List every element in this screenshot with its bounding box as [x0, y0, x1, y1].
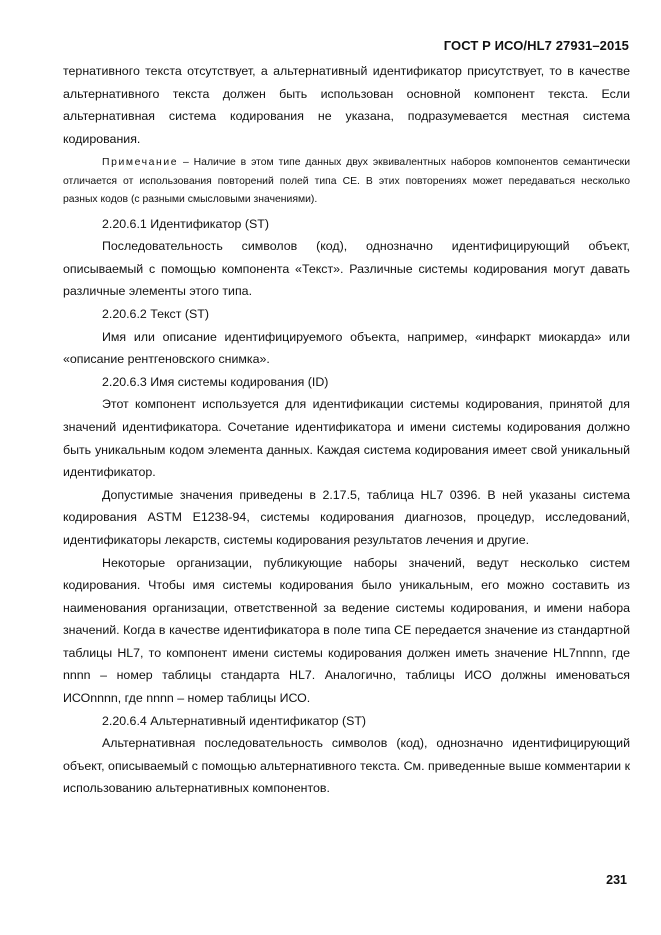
section-heading-2-20-6-1: 2.20.6.1 Идентификатор (ST)	[102, 216, 269, 231]
paragraph-coding-system-2: Допустимые значения приведены в 2.17.5, таблица HL7 0396. В ней указаны система кодирования ASTM E1238-94, системы кодирования диагнозов, процедур, исследований, идентификаторы лекарств, системы кодирования результатов лечения и другие.	[63, 487, 630, 547]
paragraph-continuation: тернативного текста отсутствует, а альтернативный идентификатор присутствует, то в качестве альтернативного текста должен быть использован основной компонент текста. Если альтернативная система кодирования не указана, подразумевается местная система кодирования.	[63, 64, 630, 146]
paragraph-identifier: Последовательность символов (код), однозначно идентифицирующий объект, описываемый с помощью компонента «Текст». Различные системы кодирования могут давать различные элементы этого типа.	[63, 239, 630, 299]
note	[63, 154, 630, 209]
section-heading-2-20-6-3: 2.20.6.3 Имя системы кодирования (ID)	[102, 374, 329, 389]
body-text	[63, 60, 630, 800]
paragraph-coding-system-3: Некоторые организации, публикующие наборы значений, ведут несколько систем кодирования. Чтобы имя системы кодирования было уникальным, его можно составить из наименования организации, ответственной за ведение системы кодирования, и имени набора значений. Когда в качестве идентификатора в поле типа CE передается значение из стандартной таблицы HL7, то компонент имени системы кодирования должен иметь значение HL7nnnn, где nnnn – номер таблицы стандарта HL7. Аналогично, таблицы ИСО должны именоваться ИСОnnnn, где nnnn – номер таблицы ИСО.	[63, 555, 630, 706]
paragraph-coding-system-1: Этот компонент используется для идентификации системы кодирования, принятой для значений идентификатора. Сочетание идентификатора и имени системы кодирования должно быть уникальным кодом элемента данных. Каждая система кодирования имеет свой уникальный идентификатор.	[63, 397, 630, 480]
section-heading-2-20-6-4: 2.20.6.4 Альтернативный идентификатор (ST)	[102, 713, 367, 728]
note-lead: Примечание	[102, 157, 179, 169]
running-header: ГОСТ Р ИСО/HL7 27931–2015	[443, 38, 629, 53]
note-text: – Наличие в этом типе данных двух эквивалентных наборов компонентов семантически отличается от использования повторений полей типа CE. В этих повторениях может передаваться несколько разных кодов (с разными смысловыми значениями).	[63, 157, 630, 206]
section-heading-2-20-6-2: 2.20.6.2 Текст (ST)	[102, 306, 209, 321]
page-number: 231	[606, 873, 627, 887]
paragraph-alternate-identifier: Альтернативная последовательность символов (код), однозначно идентифицирующий объект, описываемый с помощью альтернативного текста. См. приведенные выше комментарии к использованию альтернативных компонентов.	[63, 736, 630, 796]
paragraph-text: Имя или описание идентифицируемого объекта, например, «инфаркт миокарда» или «описание рентгеновского снимка».	[63, 329, 630, 367]
